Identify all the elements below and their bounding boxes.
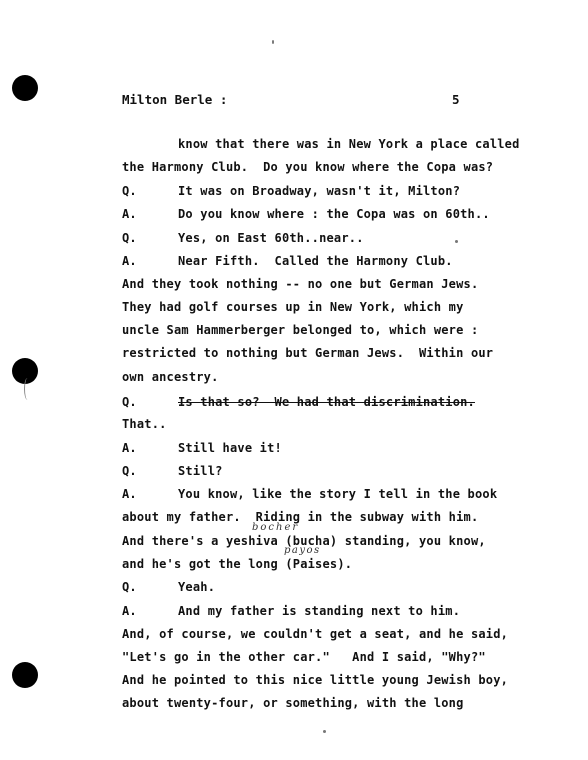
line-text: Still have it!	[178, 441, 282, 455]
transcript-line	[122, 277, 478, 291]
line-text: "Let's go in the other car." And I said, "Why?"	[122, 650, 486, 664]
line-text: Yes, on East 60th..near..	[178, 231, 364, 245]
transcript-line	[122, 441, 282, 455]
interviewee-name: Milton Berle :	[122, 92, 228, 107]
transcript-line	[122, 207, 490, 221]
line-text: And he pointed to this nice little young Jewish boy,	[122, 673, 509, 687]
binder-hole	[12, 75, 38, 101]
line-text: own ancestry.	[122, 370, 219, 384]
line-text: You know, like the story I tell in the book	[178, 487, 498, 501]
transcript-line	[122, 323, 478, 337]
transcript-line	[122, 487, 497, 501]
speaker-label: Q.	[122, 464, 137, 478]
speaker-label: Q.	[122, 231, 137, 245]
paper-speck	[272, 40, 274, 44]
line-text: know that there was in New York a place called	[178, 137, 520, 151]
transcript-line	[122, 417, 167, 431]
page-number: 5	[452, 92, 460, 107]
transcript-line	[122, 627, 508, 641]
line-text: Still?	[178, 464, 223, 478]
speaker-label: Q.	[122, 395, 137, 409]
speaker-label: A.	[122, 487, 137, 501]
transcript-line	[122, 137, 520, 151]
line-text: the Harmony Club. Do you know where the Copa was?	[122, 160, 494, 174]
line-text: And there's a yeshiva (bucha) standing, you know,	[122, 534, 486, 548]
transcript-line	[122, 604, 460, 618]
line-text: And, of course, we couldn't get a seat, and he said,	[122, 627, 509, 641]
transcript-line	[122, 231, 364, 245]
line-text: Do you know where : the Copa was on 60th..	[178, 207, 490, 221]
speaker-label: Q.	[122, 184, 137, 198]
line-text: And they took nothing -- no one but German Jews.	[122, 277, 479, 291]
line-text: Is that so? We had that discrimination.	[178, 395, 475, 409]
speaker-label: Q.	[122, 580, 137, 594]
transcript-line-struck	[122, 395, 475, 409]
paper-speck	[455, 240, 458, 243]
transcript-line	[122, 254, 453, 268]
transcript-line	[122, 557, 352, 571]
line-text: and he's got the long (Paises).	[122, 557, 353, 571]
line-text: restricted to nothing but German Jews. Within our	[122, 346, 494, 360]
line-text: Near Fifth. Called the Harmony Club.	[178, 254, 453, 268]
line-text: That..	[122, 417, 167, 431]
paper-speck	[323, 730, 326, 733]
line-text: Yeah.	[178, 580, 216, 594]
transcript-line	[122, 160, 493, 174]
speaker-label: A.	[122, 207, 137, 221]
line-text: about my father. Riding in the subway with him.	[122, 510, 479, 524]
transcript-line	[122, 650, 486, 664]
transcript-line	[122, 300, 464, 314]
transcript-line	[122, 580, 215, 594]
handwritten-annotation: bocher	[252, 522, 300, 533]
transcript-line	[122, 464, 223, 478]
speaker-label: A.	[122, 254, 137, 268]
transcript-line	[122, 346, 493, 360]
line-text: It was on Broadway, wasn't it, Milton?	[178, 184, 461, 198]
transcript-line	[122, 673, 508, 687]
transcript-line	[122, 696, 464, 710]
transcript-line	[122, 184, 460, 198]
binder-hole	[12, 662, 38, 688]
line-text: They had golf courses up in New York, which my	[122, 300, 464, 314]
handwritten-annotation: payos	[284, 545, 321, 556]
line-text: about twenty-four, or something, with the long	[122, 696, 464, 710]
speaker-label: A.	[122, 441, 137, 455]
line-text: And my father is standing next to him.	[178, 604, 461, 618]
line-text: uncle Sam Hammerberger belonged to, which were :	[122, 323, 479, 337]
transcript-line	[122, 370, 219, 384]
speaker-label: A.	[122, 604, 137, 618]
transcript-line	[122, 510, 478, 524]
margin-mark	[24, 378, 31, 400]
